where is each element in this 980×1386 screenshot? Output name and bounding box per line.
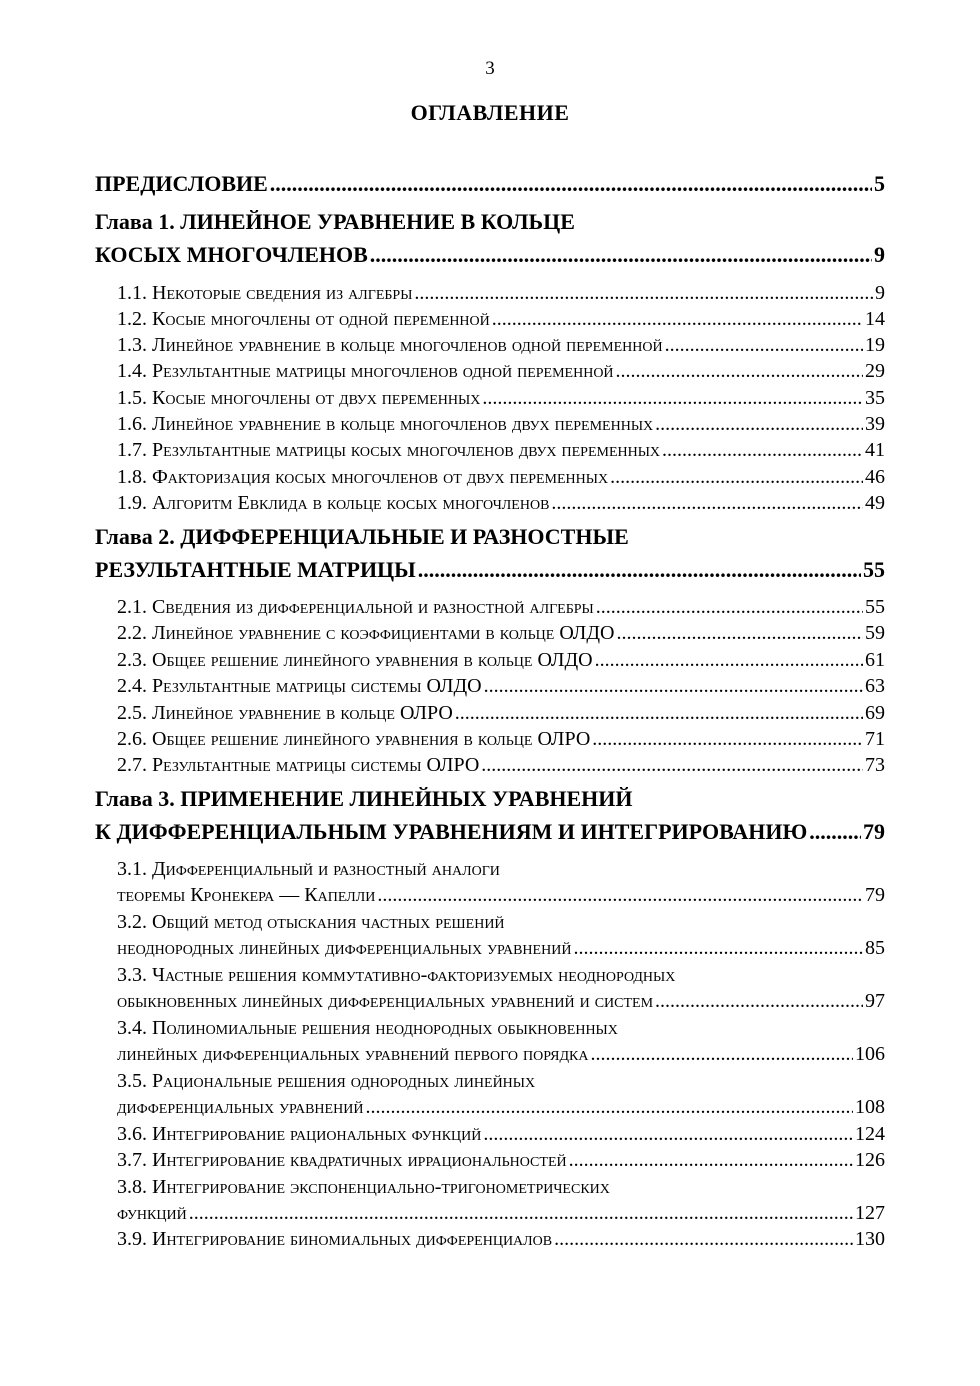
dot-leader [592, 726, 863, 753]
toc-section[interactable]: функций ..... 127 [117, 1200, 885, 1227]
dot-leader [270, 169, 872, 199]
toc-section-line1[interactable]: 3.5. Рациональные решения однородных линейных [117, 1070, 536, 1092]
toc-section-line1[interactable]: 3.3. Частные решения коммутативно-факторизуемых неоднородных [117, 964, 676, 986]
dot-leader [610, 464, 863, 491]
dot-leader [482, 385, 863, 412]
page-number: 3 [485, 58, 495, 79]
toc-section[interactable]: линейных дифференциальных уравнений первого порядка ..... 106 [117, 1041, 885, 1068]
dot-leader [616, 358, 863, 385]
toc-section[interactable]: 3.9. Интегрирование биномиальных дифференциалов ..... 130 [117, 1226, 885, 1253]
toc-section-line1[interactable]: 3.4. Полиномиальные решения неоднородных обыкновенных [117, 1017, 618, 1039]
toc-chapter-3-title[interactable]: Глава 3. ПРИМЕНЕНИЕ ЛИНЕЙНЫХ УРАВНЕНИЙ [95, 786, 633, 811]
dot-leader [595, 647, 863, 674]
toc-section[interactable]: 1.2. Косые многочлены от одной переменной ..... 14 [117, 306, 885, 333]
dot-leader [655, 988, 863, 1015]
toc-section[interactable]: 1.8. Факторизация косых многочленов от двух переменных ..... 46 [117, 464, 885, 491]
dot-leader [370, 240, 872, 270]
dot-leader [492, 306, 863, 333]
dot-leader [365, 1094, 853, 1121]
dot-leader [418, 555, 861, 585]
toc-section[interactable]: 2.1. Сведения из дифференциальной и разностной алгебры ..... 55 [117, 594, 885, 621]
toc-section[interactable]: 2.3. Общее решение линейного уравнения в кольце ОЛДО ..... 61 [117, 647, 885, 674]
toc-section[interactable]: 1.7. Результантные матрицы косых многочленов двух переменных ..... 41 [117, 437, 885, 464]
toc-section[interactable]: 1.5. Косые многочлены от двух переменных ..... 35 [117, 385, 885, 412]
toc-section[interactable]: 3.7. Интегрирование квадратичных иррациональностей ..... 126 [117, 1147, 885, 1174]
dot-leader [414, 280, 873, 307]
dot-leader [483, 1121, 853, 1148]
toc-chapter-2-title[interactable]: Глава 2. ДИФФЕРЕНЦИАЛЬНЫЕ И РАЗНОСТНЫЕ [95, 524, 629, 549]
toc-title: ОГЛАВЛЕНИЕ [410, 100, 570, 125]
toc-entry-preface[interactable]: ПРЕДИСЛОВИЕ ..... 5 [95, 169, 885, 199]
dot-leader [569, 1147, 853, 1174]
toc-chapter-1-entry[interactable]: КОСЫХ МНОГОЧЛЕНОВ ..... 9 [95, 240, 885, 270]
toc-section[interactable]: 1.1. Некоторые сведения из алгебры ..... 9 [117, 280, 885, 307]
toc-section[interactable]: дифференциальных уравнений ..... 108 [117, 1094, 885, 1121]
dot-leader [665, 332, 863, 359]
dot-leader [662, 437, 863, 464]
toc-section[interactable]: неоднородных линейных дифференциальных уравнений ..... 85 [117, 935, 885, 962]
toc-section[interactable]: 2.6. Общее решение линейного уравнения в кольце ОЛРО ..... 71 [117, 726, 885, 753]
toc-section[interactable]: 2.4. Результантные матрицы системы ОЛДО ..... 63 [117, 673, 885, 700]
toc-chapter-1-title[interactable]: Глава 1. ЛИНЕЙНОЕ УРАВНЕНИЕ В КОЛЬЦЕ [95, 209, 575, 234]
toc-section-line1[interactable]: 3.1. Дифференциальный и разностный аналоги [117, 858, 500, 880]
dot-leader [551, 490, 863, 517]
toc-chapter-3-entry[interactable]: К ДИФФЕРЕНЦИАЛЬНЫМ УРАВНЕНИЯМ И ИНТЕГРИРОВАНИЮ ..... 79 [95, 817, 885, 847]
toc-section[interactable]: 2.2. Линейное уравнение с коэффициентами в кольце ОЛДО ..... 59 [117, 620, 885, 647]
dot-leader [455, 700, 863, 727]
toc-section-line1[interactable]: 3.8. Интегрирование экспоненциально-тригонометрических [117, 1176, 610, 1198]
dot-leader [573, 935, 863, 962]
dot-leader [616, 620, 863, 647]
toc-section[interactable]: 1.9. Алгоритм Евклида в кольце косых многочленов ..... 49 [117, 490, 885, 517]
toc-section[interactable]: обыкновенных линейных дифференциальных уравнений и систем ..... 97 [117, 988, 885, 1015]
dot-leader [189, 1200, 853, 1227]
toc-section[interactable]: теоремы Кронекера — Капелли ..... 79 [117, 882, 885, 909]
toc-section[interactable]: 3.6. Интегрирование рациональных функций ..... 124 [117, 1121, 885, 1148]
toc-section[interactable]: 1.4. Результантные матрицы многочленов одной переменной ..... 29 [117, 358, 885, 385]
toc-chapter-2-entry[interactable]: РЕЗУЛЬТАНТНЫЕ МАТРИЦЫ ..... 55 [95, 555, 885, 585]
toc-section-line1[interactable]: 3.2. Общий метод отыскания частных решений [117, 911, 505, 933]
dot-leader [590, 1041, 853, 1068]
toc-section[interactable]: 2.7. Результантные матрицы системы ОЛРО ..... 73 [117, 752, 885, 779]
dot-leader [655, 411, 863, 438]
dot-leader [484, 673, 863, 700]
dot-leader [809, 817, 861, 847]
toc-section[interactable]: 1.3. Линейное уравнение в кольце многочленов одной переменной ..... 19 [117, 332, 885, 359]
dot-leader [596, 594, 863, 621]
dot-leader [377, 882, 863, 909]
toc-section[interactable]: 1.6. Линейное уравнение в кольце многочленов двух переменных ..... 39 [117, 411, 885, 438]
dot-leader [481, 752, 863, 779]
dot-leader [554, 1226, 853, 1253]
toc-section[interactable]: 2.5. Линейное уравнение в кольце ОЛРО ..... 69 [117, 700, 885, 727]
